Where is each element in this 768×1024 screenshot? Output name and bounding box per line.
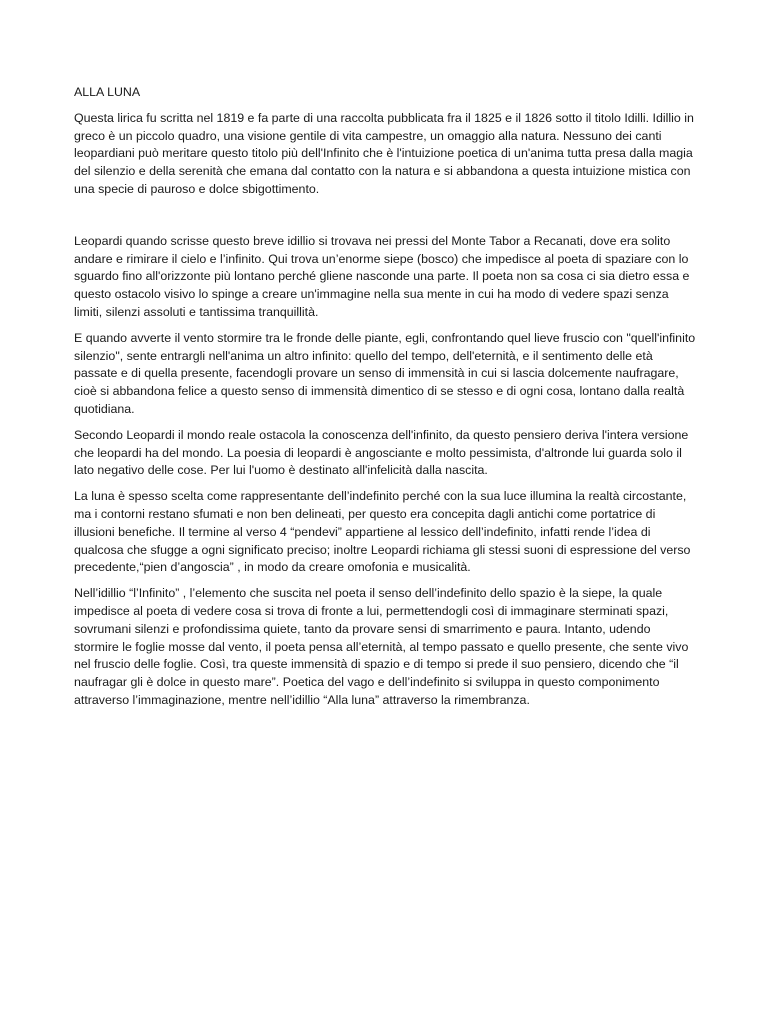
paragraph-monte-tabor: Leopardi quando scrisse questo breve idillio si trovava nei pressi del Monte Tabor a Recanati, dove era solito andare e rimirare il cielo e l’infinito. Qui trova un’enorme siepe (bosco) che impedisce al poeta di spaziare con lo sguardo fino all'orizzonte più lontano perché gliene nasconde una parte. Il poeta non sa cosa ci sia dietro essa e questo ostacolo visivo lo spinge a creare un'immagine nella sua mente in cui ha modo di vedere spazi senza limiti, silenzi assoluti e tantissima tranquillità.	[74, 233, 690, 319]
paragraph-vento: E quando avverte il vento stormire tra le fronde delle piante, egli, confrontando quel lieve fruscio con "quell'infinito silenzio", sente entrargli nell'anima un altro infinito: quello del tempo, dell'eternità, e il sentimento delle età passate e di quella presente, facendogli provare un senso di immensità in cui si lascia dolcemente naufragare, cioè si abbandona felice a questo senso di immensità dimentico di se stesso e di ogni cosa, lontano dalla realtà quotidiana.	[74, 330, 696, 416]
paragraph-mondo-reale: Secondo Leopardi il mondo reale ostacola la conoscenza dell'infinito, da questo pensiero deriva l'intera versione che leopardi ha del mondo. La poesia di leopardi è angosciante e molto pessimista, d'altronde lui guarda solo il lato negativo delle cose. Per lui l'uomo è destinato all'infelicità dalla nascita.	[74, 427, 689, 478]
paragraph-intro: Questa lirica fu scritta nel 1819 e fa parte di una raccolta pubblicata fra il 1825 e il 1826 sotto il titolo Idilli. Idillio in greco è un piccolo quadro, una visione gentile di vita campestre, un omaggio alla natura. Nessuno dei canti leopardiani può meritare questo titolo più dell'Infinito che è l'intuizione poetica di un'anima tutta presa dalla magia del silenzio e della serenità che emana dal contatto con la natura e si abbandona a questa intuizione mistica con una specie di pauroso e dolce sbigottimento.	[74, 110, 694, 196]
paragraph-luna: La luna è spesso scelta come rappresentante dell’indefinito perché con la sua luce illumina la realtà circostante, ma i contorni restano sfumati e non ben delineati, per questo era concepita dagli antichi come portatrice di illusioni benefiche. Il termine al verso 4 “pendevi” appartiene al lessico dell’indefinito, infatti rende l’idea di qualcosa che sfugge a ogni significato preciso; inoltre Leopardi richiama gli stessi suoni di espressione del verso precedente,“pien d’angoscia” , in modo da creare omofonia e musicalità.	[74, 489, 691, 575]
paragraph-infinito: Nell’idillio “l’Infinito” , l’elemento che suscita nel poeta il senso dell’indefinito dello spazio è la siepe, la quale impedisce al poeta di vedere cosa si trova di fronte a lui, permettendogli così di immaginare sterminati spazi, sovrumani silenzi e profondissima quiete, tanto da provare sensi di smarrimento e paura. Intanto, udendo stormire le foglie mosse dal vento, il poeta pensa all’eternità, al tempo passato e quello presente, che sente vivo nel fruscio delle foglie. Così, tra queste immensità di spazio e di tempo si prede il suo pensiero, dicendo che “il naufragar gli è dolce in questo mare”. Poetica del vago e dell’indefinito si sviluppa in questo componimento attraverso l’immaginazione, mentre nell’idillio “Alla luna” attraverso la rimembranza.	[74, 586, 689, 707]
document-title: ALLA LUNA	[74, 85, 141, 99]
